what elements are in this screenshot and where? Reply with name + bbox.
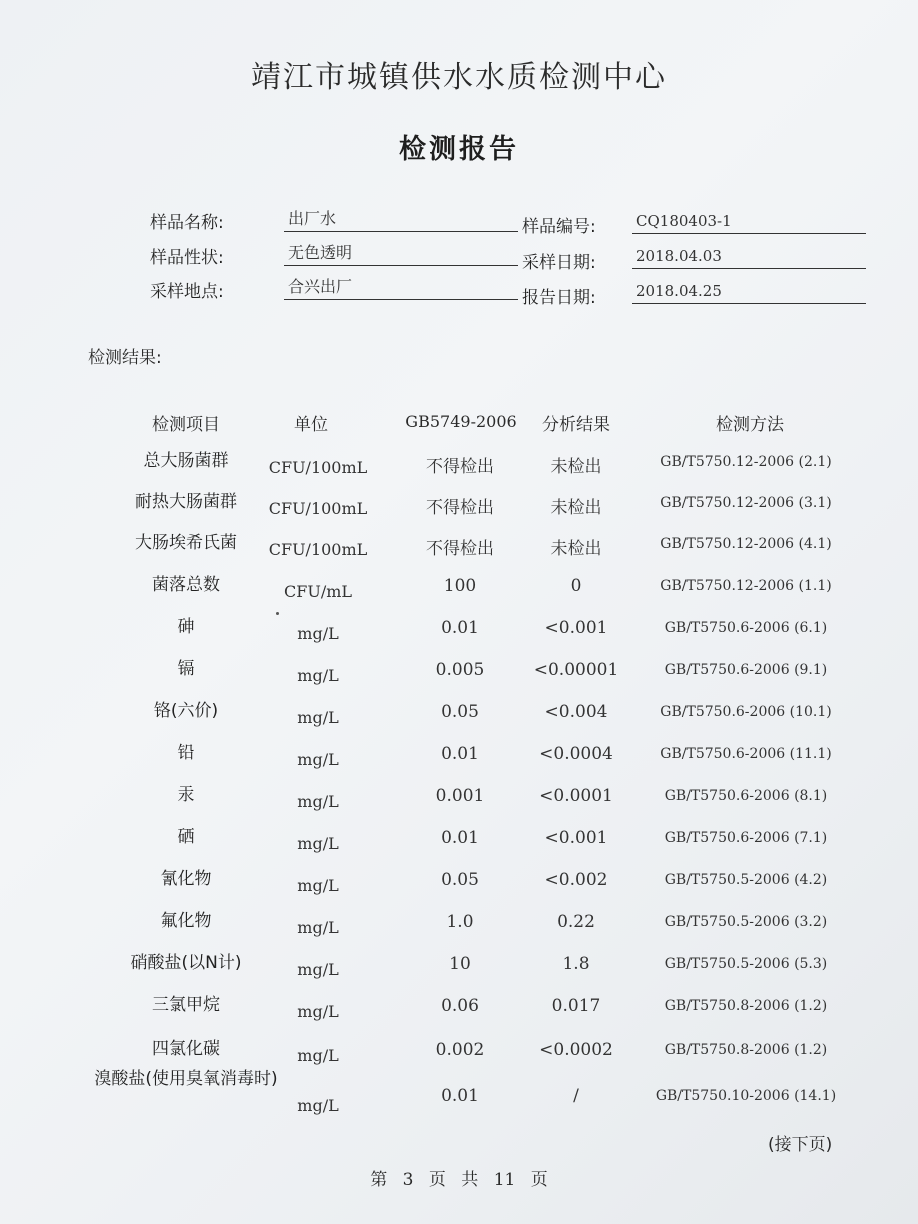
report-date-value: 2018.04.25 — [632, 280, 866, 304]
sampling-site-label: 采样地点: — [150, 282, 224, 302]
row-method: GB/T5750.6-2006 (6.1) — [664, 620, 828, 636]
continued-note: (接下页) — [768, 1135, 833, 1155]
row-result: 1.8 — [562, 954, 590, 974]
sample-no-label: 样品编号: — [522, 217, 596, 237]
row-standard: 0.005 — [435, 660, 485, 680]
row-method: GB/T5750.12-2006 (1.1) — [660, 578, 832, 594]
row-method: GB/T5750.12-2006 (4.1) — [660, 536, 832, 552]
row-standard: 0.001 — [435, 786, 485, 806]
row-method: GB/T5750.8-2006 (1.2) — [664, 1042, 828, 1058]
report-title: 检测报告 — [399, 134, 519, 165]
row-result: <0.0002 — [539, 1040, 613, 1060]
row-standard: 1.0 — [446, 912, 474, 932]
row-item: 砷 — [177, 617, 195, 637]
row-method: GB/T5750.5-2006 (3.2) — [664, 914, 828, 930]
row-method: GB/T5750.8-2006 (1.2) — [664, 998, 828, 1014]
row-item: 硝酸盐(以N计) — [130, 953, 242, 973]
row-method: GB/T5750.5-2006 (4.2) — [664, 872, 828, 888]
row-item: 溴酸盐(使用臭氧消毒时) — [94, 1069, 278, 1089]
results-label: 检测结果: — [88, 348, 162, 368]
row-method: GB/T5750.12-2006 (3.1) — [660, 495, 832, 511]
row-unit: mg/L — [297, 1046, 339, 1065]
row-standard: 0.002 — [435, 1040, 485, 1060]
row-result: <0.0004 — [539, 744, 613, 764]
row-item: 铬(六价) — [153, 701, 219, 721]
row-unit: mg/L — [297, 1096, 339, 1115]
header-result: 分析结果 — [542, 415, 610, 435]
sampling-date-label: 采样日期: — [522, 253, 596, 273]
row-item: 硒 — [177, 827, 195, 847]
row-standard: 100 — [443, 576, 477, 596]
row-result: 0.017 — [551, 996, 601, 1016]
row-item: 汞 — [177, 785, 195, 805]
header-method: 检测方法 — [716, 415, 784, 435]
row-unit: mg/L — [297, 918, 339, 937]
row-result: <0.001 — [544, 618, 608, 638]
row-result: <0.002 — [544, 870, 608, 890]
row-item: 三氯甲烷 — [152, 995, 220, 1015]
row-result: <0.0001 — [539, 786, 613, 806]
row-result: 0.22 — [557, 912, 595, 932]
row-result: 未检出 — [550, 457, 602, 477]
row-unit: CFU/100mL — [268, 540, 368, 559]
row-unit: mg/L — [297, 792, 339, 811]
row-standard: 不得检出 — [426, 539, 494, 559]
row-method: GB/T5750.6-2006 (7.1) — [664, 830, 828, 846]
row-unit: mg/L — [297, 708, 339, 727]
header-unit: 单位 — [294, 415, 328, 435]
row-method: GB/T5750.10-2006 (14.1) — [655, 1088, 837, 1104]
row-standard: 0.01 — [441, 744, 479, 764]
row-unit: CFU/100mL — [268, 458, 368, 477]
row-result: 未检出 — [550, 539, 602, 559]
row-item: 耐热大肠菌群 — [135, 492, 237, 512]
row-item: 总大肠菌群 — [143, 451, 229, 471]
row-item: 大肠埃希氏菌 — [135, 533, 237, 553]
row-method: GB/T5750.12-2006 (2.1) — [660, 454, 832, 470]
row-standard: 0.01 — [441, 828, 479, 848]
ink-speck — [276, 612, 279, 615]
page-footer: 第 3 页 共 11 页 — [370, 1170, 548, 1190]
row-method: GB/T5750.6-2006 (11.1) — [660, 746, 832, 762]
row-unit: CFU/100mL — [268, 499, 368, 518]
header-standard: GB5749-2006 — [405, 412, 517, 431]
sample-name-value: 出厂水 — [284, 208, 518, 232]
row-method: GB/T5750.6-2006 (8.1) — [664, 788, 828, 804]
row-unit: mg/L — [297, 624, 339, 643]
organization-name: 靖江市城镇供水水质检测中心 — [251, 60, 667, 95]
report-date-label: 报告日期: — [522, 288, 596, 308]
row-method: GB/T5750.6-2006 (9.1) — [664, 662, 828, 678]
header-item: 检测项目 — [152, 415, 220, 435]
row-result: / — [573, 1086, 579, 1106]
row-item: 镉 — [177, 659, 195, 679]
sample-name-label: 样品名称: — [150, 213, 224, 233]
row-result: 未检出 — [550, 498, 602, 518]
row-standard: 0.05 — [441, 702, 479, 722]
row-standard: 0.05 — [441, 870, 479, 890]
row-standard: 10 — [449, 954, 471, 974]
row-unit: mg/L — [297, 666, 339, 685]
row-unit: mg/L — [297, 1002, 339, 1021]
row-unit: mg/L — [297, 834, 339, 853]
row-result: <0.001 — [544, 828, 608, 848]
row-method: GB/T5750.6-2006 (10.1) — [660, 704, 832, 720]
row-standard: 不得检出 — [426, 498, 494, 518]
row-unit: mg/L — [297, 750, 339, 769]
row-item: 铅 — [177, 743, 195, 763]
sample-state-label: 样品性状: — [150, 248, 224, 268]
sample-no-value: CQ180403-1 — [632, 210, 866, 234]
row-unit: mg/L — [297, 960, 339, 979]
row-unit: CFU/mL — [283, 582, 353, 601]
row-standard: 不得检出 — [426, 457, 494, 477]
row-unit: mg/L — [297, 876, 339, 895]
sampling-site-value: 合兴出厂 — [284, 276, 518, 300]
row-standard: 0.01 — [441, 1086, 479, 1106]
sampling-date-value: 2018.04.03 — [632, 245, 866, 269]
row-item: 氰化物 — [160, 869, 212, 889]
row-item: 四氯化碳 — [152, 1039, 220, 1059]
row-method: GB/T5750.5-2006 (5.3) — [664, 956, 828, 972]
row-item: 菌落总数 — [152, 575, 220, 595]
row-result: <0.00001 — [533, 660, 619, 680]
row-result: 0 — [570, 576, 582, 596]
row-standard: 0.01 — [441, 618, 479, 638]
sample-state-value: 无色透明 — [284, 242, 518, 266]
row-result: <0.004 — [544, 702, 608, 722]
row-standard: 0.06 — [441, 996, 479, 1016]
row-item: 氟化物 — [160, 911, 212, 931]
